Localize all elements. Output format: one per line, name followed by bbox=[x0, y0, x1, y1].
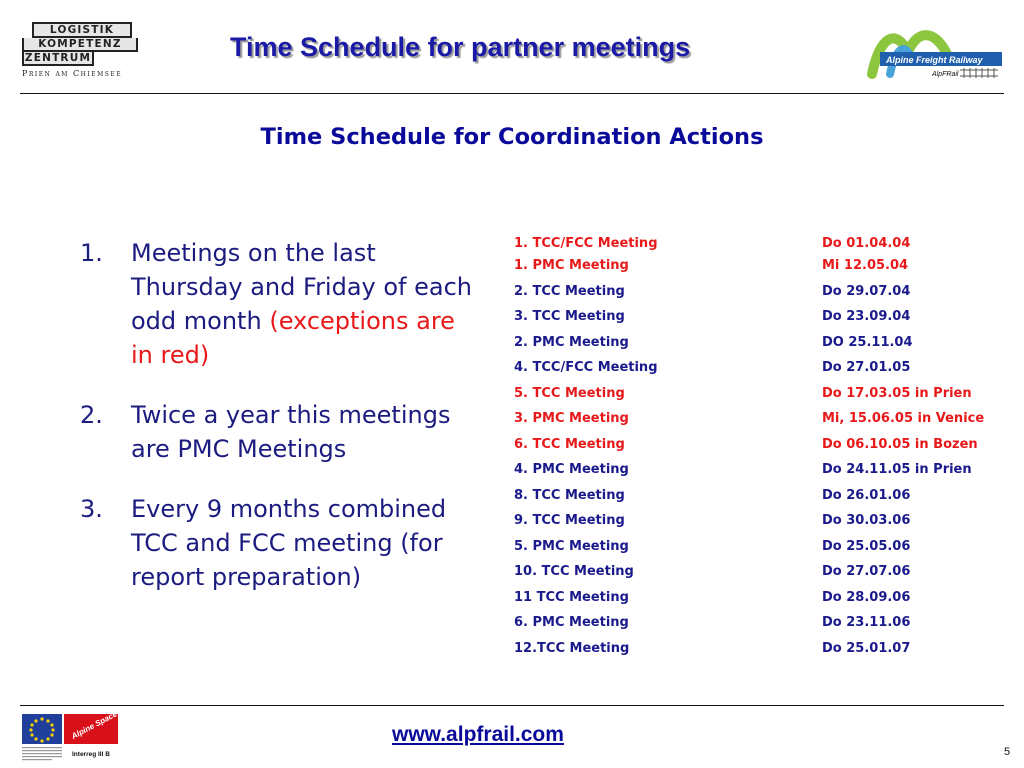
meeting-date: Do 25.05.06 bbox=[822, 538, 911, 554]
meeting-schedule bbox=[514, 234, 1014, 664]
meeting-date: Do 29.07.04 bbox=[822, 283, 911, 299]
page-title: Time Schedule for partner meetings bbox=[230, 32, 691, 62]
meeting-date: Mi, 15.06.05 in Venice bbox=[822, 411, 985, 426]
meeting-name: 3. TCC Meeting bbox=[514, 309, 625, 324]
meeting-date: Do 17.03.05 in Prien bbox=[822, 385, 972, 401]
meeting-date: Do 01.04.04 bbox=[822, 236, 911, 251]
alpfrail-logo bbox=[866, 16, 1006, 82]
schedule-row bbox=[514, 282, 1014, 308]
rule-text-wrapper bbox=[131, 236, 480, 372]
meeting-name: 6. TCC Meeting bbox=[514, 436, 625, 452]
meeting-name: 8. TCC Meeting bbox=[514, 487, 625, 503]
footer-divider bbox=[20, 705, 1004, 706]
schedule-row bbox=[514, 639, 1014, 665]
meeting-date: Do 06.10.05 in Bozen bbox=[822, 436, 978, 452]
meeting-name: 10. TCC Meeting bbox=[514, 564, 634, 579]
rules-list bbox=[80, 236, 480, 620]
page-number: 5 bbox=[1004, 746, 1011, 758]
alpine-space-label: Alpine Space bbox=[69, 714, 118, 741]
logo-line-2: KOMPETENZ bbox=[22, 38, 138, 52]
meeting-date: Do 23.11.06 bbox=[822, 615, 911, 630]
meeting-name: 2. TCC Meeting bbox=[514, 283, 625, 299]
rule-item bbox=[80, 236, 480, 372]
schedule-row bbox=[514, 588, 1014, 614]
rule-text: Every 9 months combined TCC and FCC meeting (for report preparation) bbox=[131, 495, 447, 591]
website-link[interactable]: www.alpfrail.com bbox=[392, 723, 564, 746]
header-divider bbox=[20, 93, 1004, 94]
meeting-date: Do 26.01.06 bbox=[822, 487, 911, 503]
meeting-name: 11 TCC Meeting bbox=[514, 589, 629, 605]
logo-line-3: ZENTRUM bbox=[22, 52, 94, 66]
meeting-name: 9. TCC Meeting bbox=[514, 513, 625, 528]
meeting-name: 2. PMC Meeting bbox=[514, 334, 629, 350]
rule-item bbox=[80, 398, 480, 466]
schedule-row bbox=[514, 511, 1014, 537]
meeting-name: 5. PMC Meeting bbox=[514, 538, 629, 554]
meeting-date: Do 27.01.05 bbox=[822, 360, 911, 375]
alpfrail-logo-name: Alpine Freight Railway bbox=[886, 55, 983, 65]
rule-exception-note: (exceptions are in red) bbox=[131, 307, 455, 369]
meeting-date: Do 25.01.07 bbox=[822, 640, 911, 656]
interreg-eu-logo bbox=[22, 714, 118, 762]
meeting-name: 12.TCC Meeting bbox=[514, 640, 630, 656]
meeting-name: 4. TCC/FCC Meeting bbox=[514, 360, 658, 375]
logistik-kompetenz-logo bbox=[22, 22, 140, 78]
schedule-row bbox=[514, 460, 1014, 486]
rule-item bbox=[80, 492, 480, 594]
meeting-name: 3. PMC Meeting bbox=[514, 411, 629, 426]
schedule-row bbox=[514, 256, 1014, 282]
schedule-row bbox=[514, 613, 1014, 639]
schedule-row bbox=[514, 358, 1014, 384]
logo-subtitle: Prien am Chiemsee bbox=[22, 69, 123, 78]
meeting-date: DO 25.11.04 bbox=[822, 334, 913, 350]
meeting-date: Do 27.07.06 bbox=[822, 564, 911, 579]
meeting-date: Do 28.09.06 bbox=[822, 589, 911, 605]
schedule-row bbox=[514, 537, 1014, 563]
schedule-row bbox=[514, 486, 1014, 512]
meeting-date: Do 23.09.04 bbox=[822, 309, 911, 324]
schedule-row bbox=[514, 333, 1014, 359]
meeting-name: 1. TCC/FCC Meeting bbox=[514, 236, 658, 251]
programme-label: Interreg III B bbox=[72, 751, 110, 758]
schedule-row bbox=[514, 384, 1014, 410]
meeting-date: Do 30.03.06 bbox=[822, 513, 911, 528]
rule-number: 1. bbox=[80, 239, 103, 267]
meeting-date: Mi 12.05.04 bbox=[822, 258, 909, 273]
meeting-name: 1. PMC Meeting bbox=[514, 258, 629, 273]
schedule-row bbox=[514, 562, 1014, 588]
rule-text: Meetings on the last Thursday and Friday of each odd month bbox=[131, 239, 473, 335]
meeting-name: 5. TCC Meeting bbox=[514, 385, 625, 401]
meeting-name: 4. PMC Meeting bbox=[514, 462, 629, 477]
schedule-row bbox=[514, 409, 1014, 435]
schedule-row bbox=[514, 307, 1014, 333]
section-subtitle: Time Schedule for Coordination Actions bbox=[260, 124, 764, 150]
alpfrail-logo-short: AlpFRail bbox=[932, 71, 959, 78]
rule-number: 3. bbox=[80, 495, 103, 523]
schedule-row bbox=[514, 234, 1014, 256]
meeting-date: Do 24.11.05 in Prien bbox=[822, 462, 972, 477]
schedule-row bbox=[514, 435, 1014, 461]
meeting-name: 6. PMC Meeting bbox=[514, 615, 629, 630]
rule-number: 2. bbox=[80, 401, 103, 429]
logo-line-1: LOGISTIK bbox=[32, 22, 132, 38]
rule-text: Twice a year this meetings are PMC Meetings bbox=[131, 401, 451, 463]
